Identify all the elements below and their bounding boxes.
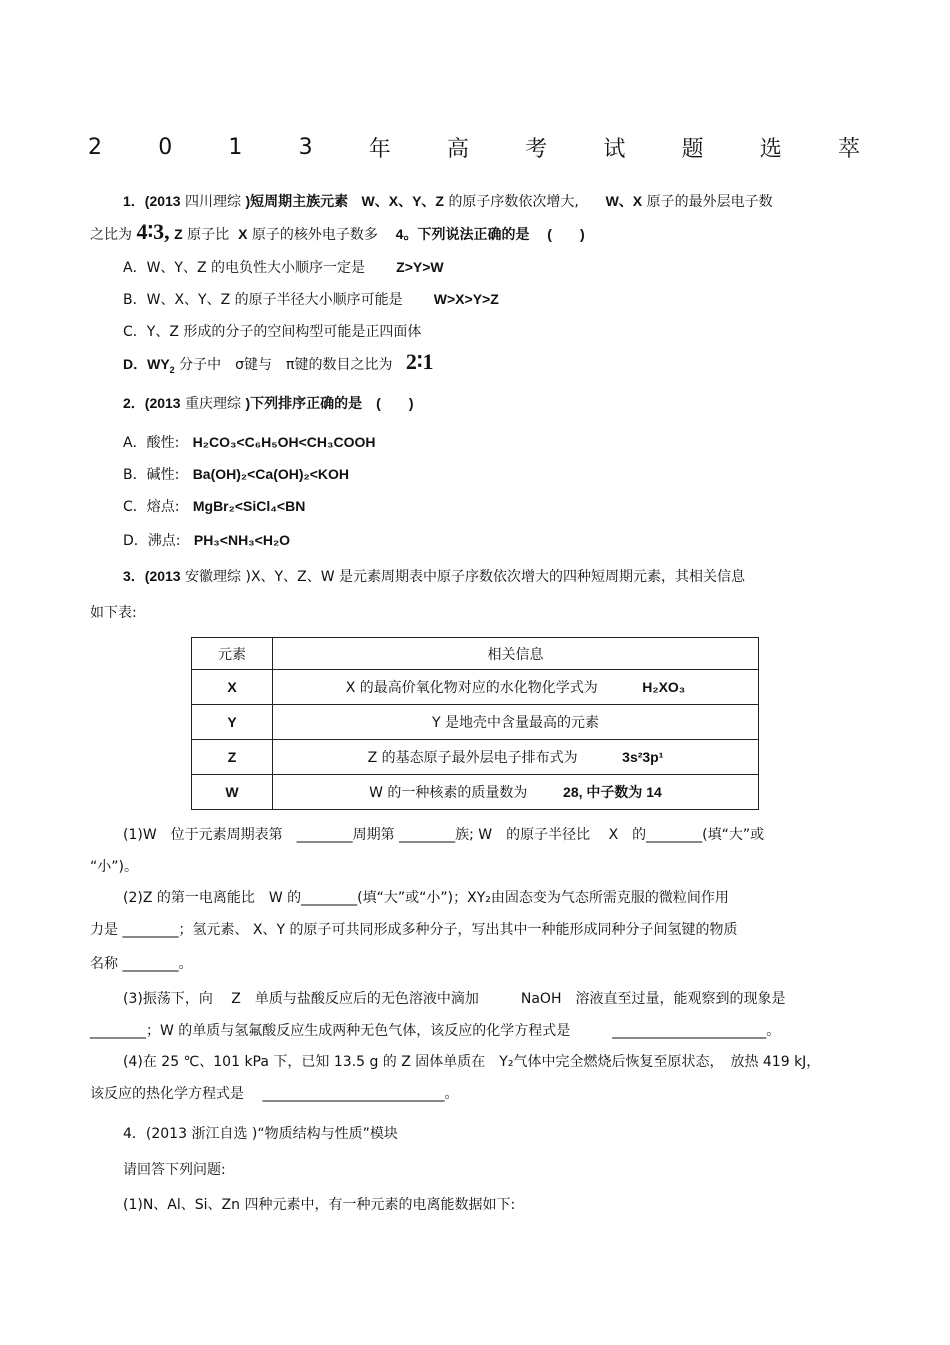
q3-part2-line1: (2)Z 的第一电离能比 W 的________(填“大”或“小”)；XY₂由固态变为气态所需克服的微粒间作用 bbox=[123, 890, 729, 906]
q2-option-c-value: MgBr₂<SiCl₄<BN bbox=[192, 498, 306, 514]
title-char: 考 bbox=[525, 136, 548, 162]
title-char: 高 bbox=[446, 136, 469, 162]
table-cell-element: Z bbox=[192, 740, 273, 775]
q1-option-a-value: Z>Y>W bbox=[396, 259, 444, 275]
q2-text: )下列排序正确的是 ( ) bbox=[245, 395, 414, 411]
q2-option-a-value: H₂CO₃<C₆H₅OH<CH₃COOH bbox=[192, 434, 376, 450]
table-row bbox=[192, 740, 759, 775]
q1-text3: 原子的最外层电子数 bbox=[646, 194, 773, 210]
q2-option-a-label: A．酸性: bbox=[123, 435, 180, 451]
q1-option-d-ratio: 2∶1 bbox=[405, 349, 434, 374]
q1-text2: 的原子序数依次增大, bbox=[448, 194, 579, 210]
q1-elements2: W、X bbox=[605, 193, 643, 209]
q1-option-d-text: 分子中 σ键与 π键的数目之比为 bbox=[179, 357, 393, 373]
q1-x: X bbox=[238, 226, 248, 242]
table-cell-info: X 的最高价氧化物对应的水化物化学式为 H₂XO₃ bbox=[273, 670, 759, 705]
q3-part3-line2: ________；W 的单质与氢氟酸反应生成两种无色气体，该反应的化学方程式是 ______________________。 bbox=[90, 1023, 781, 1039]
q2-option-d bbox=[123, 530, 290, 551]
title-char: 0 bbox=[158, 134, 173, 160]
q3-source: 安徽理综 bbox=[185, 569, 242, 585]
q1-text: )短周期主族元素 bbox=[245, 193, 349, 209]
q1-source: 四川理综 bbox=[185, 194, 242, 210]
q3-stem-line2 bbox=[90, 603, 137, 623]
q3-part1-line1: (1)W 位于元素周期表第 ________周期第 ________族; W 的原子半径比 X 的________(填“大”或 bbox=[123, 827, 765, 843]
q1-blank: ( ) bbox=[547, 226, 585, 242]
q1-text4: 之比为 bbox=[90, 227, 132, 243]
q2-stem bbox=[123, 393, 414, 414]
q2-source: 重庆理综 bbox=[185, 396, 242, 412]
q4-stem: 4．(2013 浙江自选 )“物质结构与性质”模块 bbox=[123, 1126, 398, 1142]
q2-option-b bbox=[123, 464, 349, 485]
title-char: 试 bbox=[603, 136, 626, 162]
q2-option-d-label: D．沸点: bbox=[123, 533, 181, 549]
q4-line3: (1)N、Al、Si、Zn 四种元素中，有一种元素的电离能数据如下: bbox=[123, 1197, 516, 1213]
q3-part2-line3: 名称 ________。 bbox=[90, 956, 193, 972]
q1-number: 1．(2013 bbox=[123, 193, 181, 209]
q4-line2: 请回答下列问题: bbox=[123, 1162, 226, 1178]
table-header-element: 元素 bbox=[192, 638, 273, 670]
table-cell-element: W bbox=[192, 775, 273, 810]
q1-option-b-value: W>X>Y>Z bbox=[433, 291, 499, 307]
q1-option-d-sub: 2 bbox=[169, 364, 175, 375]
title-char: 萃 bbox=[837, 136, 860, 162]
q2-option-c-label: C．熔点: bbox=[123, 499, 180, 515]
table-header-info: 相关信息 bbox=[273, 638, 759, 670]
q3-part2-line2: 力是 ________；氢元素、 X、Y 的原子可共同形成多种分子，写出其中一种能形成同种分子间氢键的物质 bbox=[90, 922, 738, 938]
element-info-table bbox=[191, 637, 759, 810]
q1-option-c-text: C．Y、Z 形成的分子的空间构型可能是正四面体 bbox=[123, 324, 422, 340]
table-header-row bbox=[192, 638, 759, 670]
table-row bbox=[192, 775, 759, 810]
q1-elements: W、X、Y、Z bbox=[361, 193, 444, 209]
q1-option-a bbox=[123, 257, 444, 278]
q2-option-b-label: B．碱性: bbox=[123, 467, 180, 483]
q1-option-b-text: B．W、X、Y、Z 的原子半径大小顺序可能是 bbox=[123, 292, 403, 308]
table-cell-element: X bbox=[192, 670, 273, 705]
q2-option-c bbox=[123, 496, 305, 517]
q3-text2: 如下表: bbox=[90, 605, 137, 621]
title-char: 1 bbox=[228, 134, 243, 160]
table-row bbox=[192, 670, 759, 705]
q1-option-d bbox=[123, 349, 434, 380]
q3-part4-line2: 该反应的热化学方程式是 __________________________。 bbox=[90, 1086, 459, 1102]
q1-ratio: 4∶3, bbox=[136, 219, 170, 244]
q1-stem-line1 bbox=[123, 191, 773, 212]
title-char: 选 bbox=[759, 136, 782, 162]
q1-option-c bbox=[123, 322, 421, 342]
table-row bbox=[192, 705, 759, 740]
q1-stem-line2 bbox=[90, 219, 585, 245]
q2-number: 2．(2013 bbox=[123, 395, 181, 411]
q2-option-a bbox=[123, 432, 376, 453]
q2-option-d-value: PH₃<NH₃<H₂O bbox=[193, 532, 291, 548]
q1-option-b bbox=[123, 289, 499, 310]
table-cell-info: Z 的基态原子最外层电子排布式为 3s²3p¹ bbox=[273, 740, 759, 775]
table-cell-element: Y bbox=[192, 705, 273, 740]
title-char: 3 bbox=[298, 134, 313, 160]
q3-part3-line1: (3)振荡下，向 Z 单质与盐酸反应后的无色溶液中滴加 NaOH 溶液直至过量，能观察到的现象是 bbox=[123, 991, 786, 1007]
table-cell-info: Y 是地壳中含量最高的元素 bbox=[273, 705, 759, 740]
title-char: 2 bbox=[88, 134, 102, 160]
page-title bbox=[88, 132, 860, 162]
q2-option-b-value: Ba(OH)₂<Ca(OH)₂<KOH bbox=[192, 466, 350, 482]
q1-text6: 原子的核外电子数多 bbox=[251, 227, 378, 243]
title-char: 年 bbox=[368, 136, 391, 162]
q1-option-d-formula: D．WY bbox=[123, 356, 170, 372]
q3-stem-line1 bbox=[123, 566, 745, 587]
q3-text: )X、Y、Z、W 是元素周期表中原子序数依次增大的四种短周期元素，其相关信息 bbox=[245, 569, 745, 585]
table-cell-info: W 的一种核素的质量数为 28, 中子数为 14 bbox=[273, 775, 759, 810]
q1-z: Z bbox=[174, 226, 183, 242]
q3-part1-line2: “小”)。 bbox=[90, 859, 138, 875]
title-char: 题 bbox=[681, 136, 704, 162]
q3-part4-line1: (4)在 25 ℃、101 kPa 下，已知 13.5 g 的 Z 固体单质在 Y₂气体中完全燃烧后恢复至原状态， 放热 419 kJ， bbox=[123, 1054, 821, 1070]
q3-number: 3．(2013 bbox=[123, 568, 181, 584]
q1-option-a-text: A．W、Y、Z 的电负性大小顺序一定是 bbox=[123, 260, 366, 276]
q1-text7: 4。下列说法正确的是 bbox=[395, 226, 530, 242]
q1-text5: 原子比 bbox=[187, 227, 230, 243]
